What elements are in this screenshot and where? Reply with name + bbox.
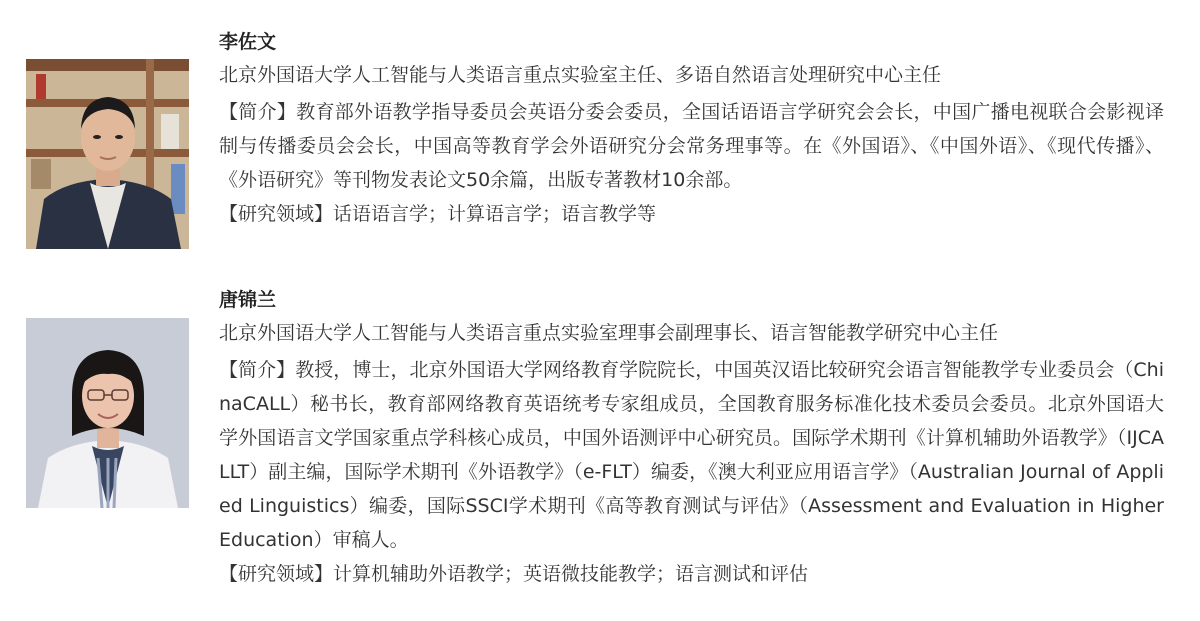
profile-title: 北京外国语大学人工智能与人类语言重点实验室主任、多语自然语言处理研究中心主任: [219, 64, 942, 86]
profile-research-field: 【研究领域】话语语言学；计算语言学；语言教学等: [219, 203, 657, 225]
portrait-image: [26, 59, 189, 249]
portrait-image: [26, 318, 189, 508]
profile-name: 李佐文: [219, 31, 277, 53]
profile-content: [219, 288, 1164, 591]
profile-research-field: 【研究领域】计算机辅助外语教学；英语微技能教学；语言测试和评估: [219, 563, 809, 585]
profile-intro: 【简介】教授，博士，北京外国语大学网络教育学院院长，中国英汉语比较研究会语言智能教学专业委员会（ChinaCALL）秘书长，教育部网络教育英语统考专家组成员，全国教育服务标准化技术委员会委员。北京外国语大学外国语言文学国家重点学科核心成员，中国外语测评中心研究员。国际学术期刊《计算机辅助外语教学》（IJCALLT）副主编，国际学术期刊《外语教学》（e-FLT）编委，《澳大利亚应用语言学》（Australian Journal of Applied Linguistics）编委，国际SSCI学术期刊《高等教育测试与评估》（Assessment and Evaluation in Higher Education）审稿人。: [219, 359, 1164, 551]
profile-name: 唐锦兰: [219, 289, 277, 311]
profile-title: 北京外国语大学人工智能与人类语言重点实验室理事会副理事长、语言智能教学研究中心主任: [219, 322, 999, 344]
profile-intro: 【简介】教育部外语教学指导委员会英语分委会委员，全国话语语言学研究会会长，中国广播电视联合会影视译制与传播委员会会长，中国高等教育学会外语研究分会常务理事等。在《外国语》、《中国外语》、《现代传播》、《外语研究》等刊物发表论文50余篇，出版专著教材10余部。: [219, 101, 1164, 191]
profile-photo: [26, 318, 189, 508]
profile-photo: [26, 59, 189, 249]
profile-content: [219, 30, 1164, 231]
